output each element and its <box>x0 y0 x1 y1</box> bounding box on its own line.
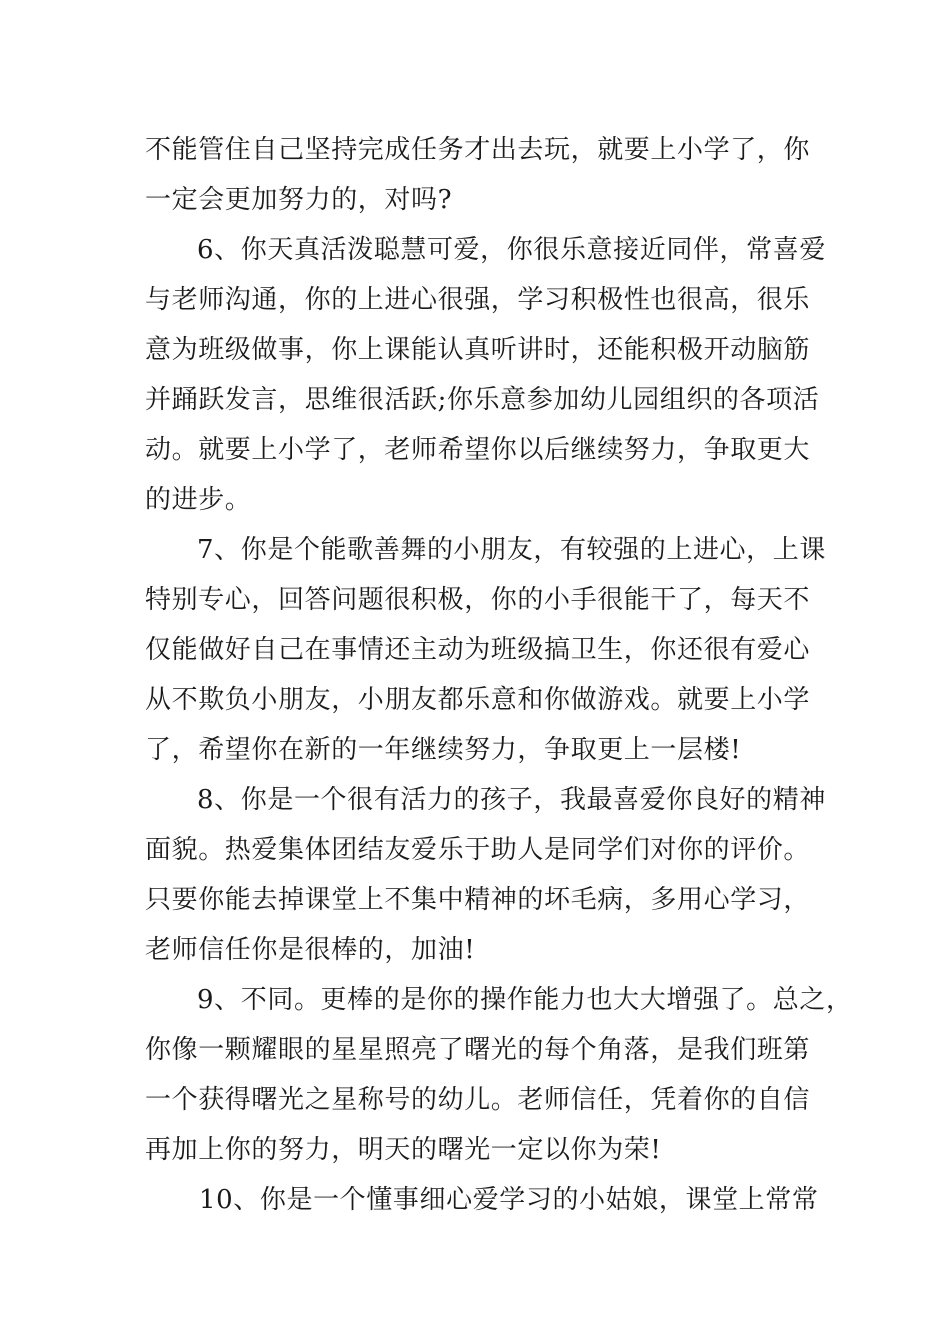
text-line: 一个获得曙光之星称号的幼儿。老师信任，凭着你的自信 <box>145 1085 811 1115</box>
paragraph-7-start: 7、你是个能歌善舞的小朋友，有较强的上进心，上课 <box>197 535 826 565</box>
text-line: 只要你能去掉课堂上不集中精神的坏毛病，多用心学习， <box>145 885 811 915</box>
text-line: 仅能做好自己在事情还主动为班级搞卫生，你还很有爱心 <box>145 635 811 665</box>
text-line: 了，希望你在新的一年继续努力，争取更上一层楼! <box>145 735 742 765</box>
paragraph-8-start: 8、你是一个很有活力的孩子，我最喜爱你良好的精神 <box>197 785 826 815</box>
text-line: 一定会更加努力的，对吗? <box>145 185 453 215</box>
paragraph-10-start: 10、你是一个懂事细心爱学习的小姑娘，课堂上常常 <box>199 1185 819 1215</box>
text-line: 老师信任你是很棒的，加油! <box>145 935 476 965</box>
text-line: 你像一颗耀眼的星星照亮了曙光的每个角落，是我们班第 <box>145 1035 811 1065</box>
text-line: 面貌。热爱集体团结友爱乐于助人是同学们对你的评价。 <box>145 835 811 865</box>
text-line: 意为班级做事，你上课能认真听讲时，还能积极开动脑筋 <box>145 335 811 365</box>
text-line: 的进步。 <box>145 485 252 515</box>
text-line: 特别专心，回答问题很积极，你的小手很能干了，每天不 <box>145 585 811 615</box>
text-line: 并踊跃发言，思维很活跃;你乐意参加幼儿园组织的各项活 <box>145 385 820 415</box>
text-line: 不能管住自己坚持完成任务才出去玩，就要上小学了，你 <box>145 135 811 165</box>
text-line: 与老师沟通，你的上进心很强，学习积极性也很高，很乐 <box>145 285 811 315</box>
paragraph-9-start: 9、不同。更棒的是你的操作能力也大大增强了。总之， <box>197 985 853 1015</box>
text-line: 再加上你的努力，明天的曙光一定以你为荣! <box>145 1135 662 1165</box>
paragraph-6-start: 6、你天真活泼聪慧可爱，你很乐意接近同伴，常喜爱 <box>197 235 826 265</box>
text-line: 从不欺负小朋友，小朋友都乐意和你做游戏。就要上小学 <box>145 685 811 715</box>
text-line: 动。就要上小学了，老师希望你以后继续努力，争取更大 <box>145 435 811 465</box>
